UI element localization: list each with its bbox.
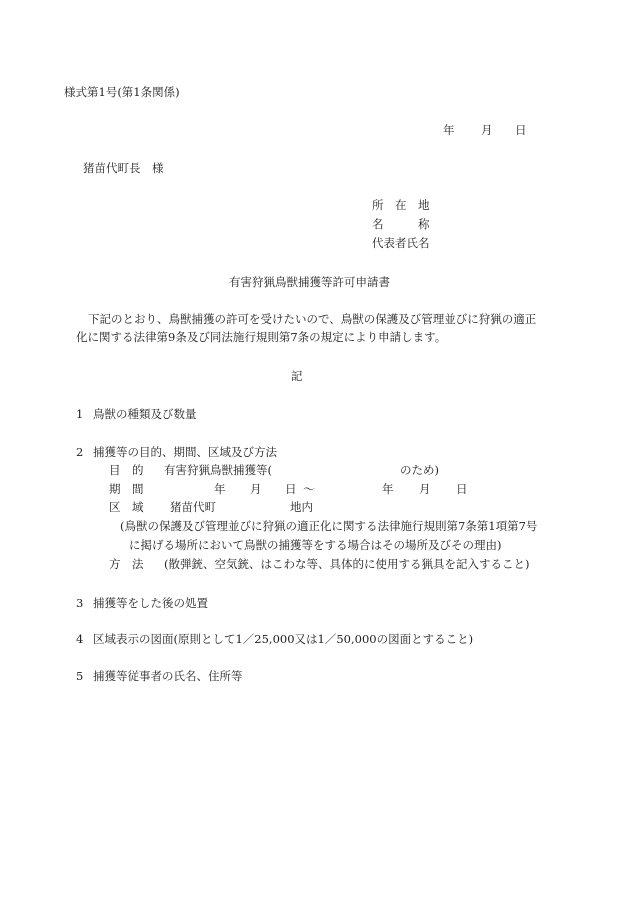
- period-to-month: 月: [419, 482, 431, 496]
- area-note-line-2: に掲げる場所において鳥獣の捕獲等をする場合はその場所及びその理由): [129, 538, 502, 552]
- date-month: 月: [481, 123, 493, 137]
- item1-num: 1: [76, 407, 84, 421]
- period-from-year: 年: [214, 482, 226, 496]
- area-label: 区 域: [109, 500, 144, 514]
- purpose-value: 有害狩猟鳥獣捕獲等(: [164, 463, 272, 477]
- representative-label: 代表者氏名: [372, 236, 430, 250]
- item3-label: 捕獲等をした後の処置: [93, 596, 208, 610]
- ki-heading: 記: [291, 369, 303, 383]
- item4-label: 区域表示の図面(原則として1／25,000又は1／50,000の図面とすること): [93, 632, 474, 646]
- intro-line-1: 下記のとおり、鳥獣捕獲の許可を受けたいので、鳥獣の保護及び管理並びに狩猟の適正: [88, 312, 537, 326]
- location-label: 所 在 地: [372, 198, 430, 212]
- method-note: (散弾銃、空気銃、はこわな等、具体的に使用する猟具を記入すること): [164, 557, 530, 571]
- item3-num: 3: [76, 596, 84, 610]
- method-label: 方 法: [109, 557, 144, 571]
- period-from-day: 日: [285, 482, 297, 496]
- form-number: 様式第1号(第1条関係): [64, 85, 180, 99]
- area-note-line-1: (鳥獣の保護及び管理並びに狩猟の適正化に関する法律施行規則第7条第1項第7号: [120, 519, 538, 533]
- item2-num: 2: [76, 445, 84, 459]
- period-to-day: 日: [456, 482, 468, 496]
- purpose-suffix: のため): [400, 463, 439, 477]
- area-suffix: 地内: [290, 500, 313, 514]
- period-label: 期 間: [109, 482, 144, 496]
- purpose-label: 目 的: [109, 463, 144, 477]
- addressee: 猪苗代町長 様: [83, 161, 164, 175]
- period-separator: ～: [303, 482, 315, 496]
- item1-label: 鳥獣の種類及び数量: [93, 407, 197, 421]
- item5-num: 5: [76, 669, 84, 683]
- period-to-year: 年: [382, 482, 394, 496]
- name-label: 名 称: [372, 217, 430, 231]
- intro-line-2: 化に関する法律第9条及び同法施行規則第7条の規定により申請します。: [76, 330, 447, 344]
- date-year: 年: [443, 123, 455, 137]
- date-day: 日: [515, 123, 527, 137]
- item5-label: 捕獲等従事者の氏名、住所等: [93, 669, 243, 683]
- document-title: 有害狩猟鳥獣捕獲等許可申請書: [229, 275, 390, 289]
- period-from-month: 月: [250, 482, 262, 496]
- area-town: 猪苗代町: [170, 500, 216, 514]
- item4-num: 4: [76, 632, 84, 646]
- item2-label: 捕獲等の目的、期間、区域及び方法: [93, 445, 277, 459]
